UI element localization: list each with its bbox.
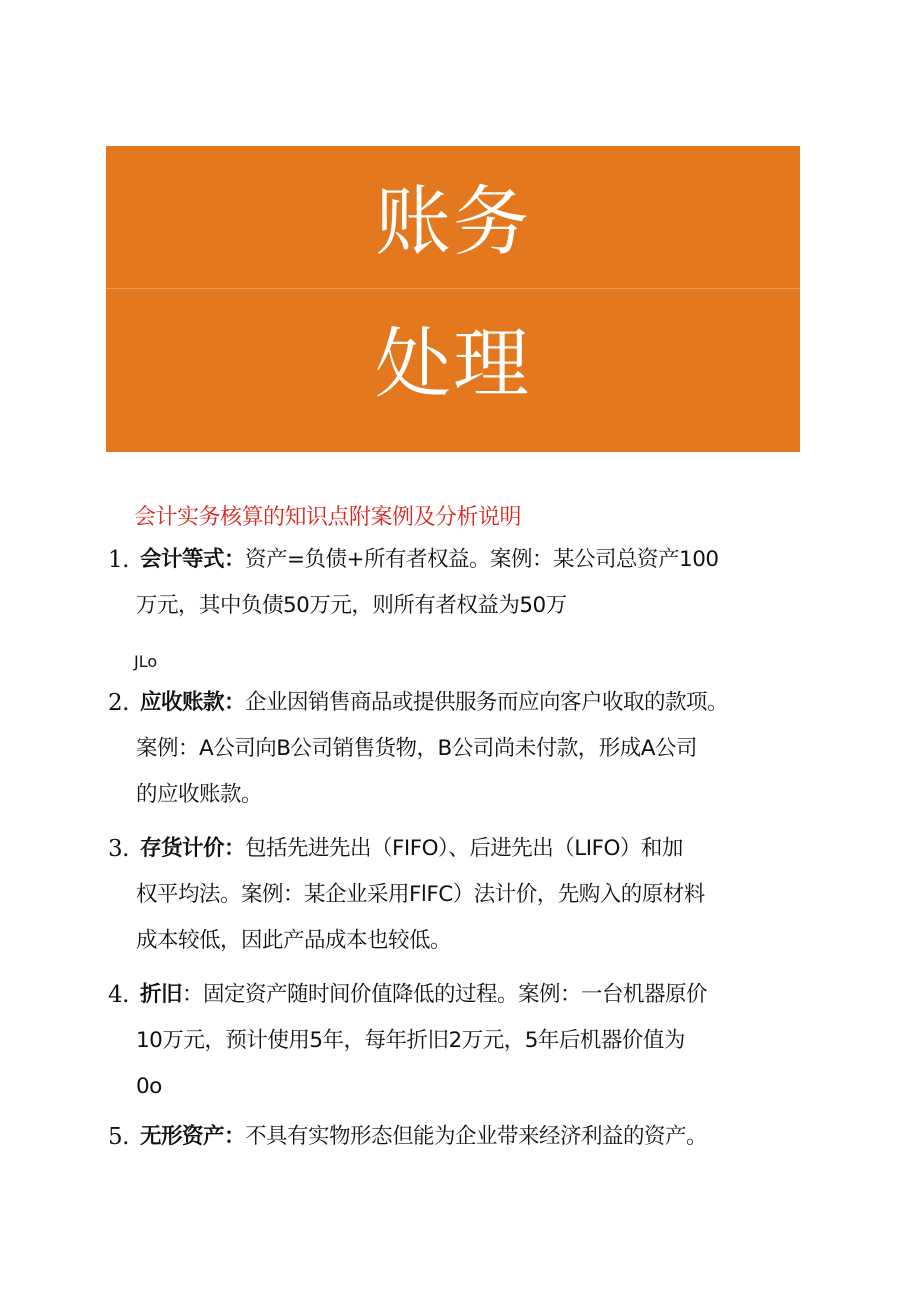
item-text-line: 权平均法。案例：某企业采用FlFC）法计价，先购入的原材料 xyxy=(136,882,705,907)
cover-title-line-1: 账务 xyxy=(375,177,531,266)
item-text-line: 的应收账款。 xyxy=(136,782,263,807)
item-text-line: 包括先进先出（FIFO）、后进先出（LIFO）和加 xyxy=(245,836,683,861)
stray-text: JLo xyxy=(134,652,158,671)
list-item-4 xyxy=(108,972,798,1110)
item-text-line: 0o xyxy=(136,1074,162,1099)
item-term: 折旧 xyxy=(140,982,183,1007)
item-text-line: ：固定资产随时间价值降低的过程。案例：一台机器原价 xyxy=(182,982,708,1007)
list-item-3 xyxy=(108,826,798,964)
cover-banner xyxy=(106,146,800,452)
list-item-1 xyxy=(108,537,798,629)
item-number: 2. xyxy=(108,690,129,716)
item-term: 存货计价： xyxy=(140,836,246,861)
item-text-line: 万元，其中负债50万元，则所有者权益为50万 xyxy=(136,593,567,618)
item-text-line: 案例：A公司向B公司销售货物，B公司尚未付款，形成A公司 xyxy=(136,736,697,761)
list-item-5 xyxy=(108,1114,798,1160)
item-term: 无形资产： xyxy=(140,1124,246,1149)
item-number: 1. xyxy=(108,547,129,573)
list-item-2 xyxy=(108,680,798,818)
item-number: 4. xyxy=(108,982,129,1008)
item-term: 会计等式： xyxy=(140,547,246,572)
item-text-line: 企业因销售商品或提供服务而应向客户收取的款项。 xyxy=(245,690,729,715)
item-text-line: 不具有实物形态但能为企业带来经济利益的资产。 xyxy=(245,1124,708,1149)
document-subtitle: 会计实务核算的知识点附案例及分析说明 xyxy=(134,505,522,530)
item-term: 应收账款： xyxy=(140,690,246,715)
banner-divider xyxy=(106,288,800,289)
item-text-line: 成本较低，因此产品成本也较低。 xyxy=(136,928,452,953)
item-text-line: 资产=负债+所有者权益。案例：某公司总资产100 xyxy=(245,547,719,572)
item-text-line: 10万元，预计使用5年，每年折旧2万元，5年后机器价值为 xyxy=(136,1028,685,1053)
item-number: 5. xyxy=(108,1124,129,1150)
item-number: 3. xyxy=(108,836,129,862)
cover-title-line-2: 处理 xyxy=(375,319,531,408)
